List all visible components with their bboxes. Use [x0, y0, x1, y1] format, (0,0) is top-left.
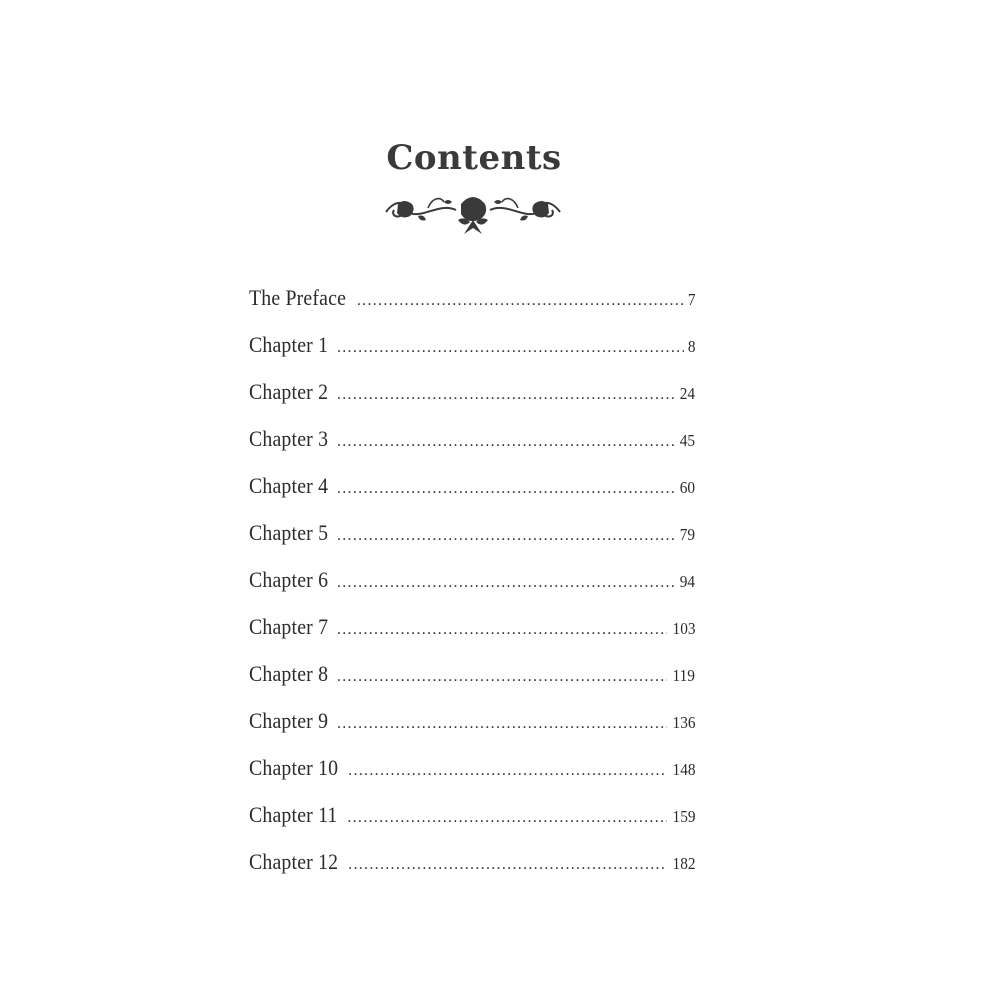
toc-entry-page: 136: [672, 713, 695, 732]
toc-entry-label: Chapter 8: [249, 661, 329, 686]
dot-leader: [347, 809, 666, 827]
toc-entry-chapter-4[interactable]: [249, 473, 695, 520]
page-title: Contents: [386, 138, 562, 178]
toc-entry-page: 24: [679, 384, 695, 403]
toc-entry-page: 148: [672, 760, 695, 779]
toc-entry-preface[interactable]: [249, 285, 695, 332]
dot-leader: [337, 715, 667, 733]
toc-entry-label: Chapter 11: [249, 802, 338, 827]
toc-entry-page: 45: [679, 431, 695, 450]
toc-entry-page: 94: [679, 572, 695, 591]
dot-leader: [337, 621, 667, 639]
dot-leader: [337, 668, 667, 686]
toc-entry-chapter-10[interactable]: [249, 755, 695, 802]
toc-entry-chapter-5[interactable]: [249, 520, 695, 567]
dot-leader: [337, 339, 684, 357]
toc-entry-page: 103: [672, 619, 695, 638]
toc-entry-chapter-2[interactable]: [249, 379, 695, 426]
dot-leader: [337, 527, 675, 545]
toc-entry-page: 7: [687, 290, 695, 309]
toc-entry-label: Chapter 1: [249, 332, 329, 357]
toc-entry-page: 182: [672, 854, 695, 873]
toc-entry-page: 60: [679, 478, 695, 497]
toc-entry-label: Chapter 2: [249, 379, 329, 404]
toc-entry-label: The Preface: [249, 285, 347, 310]
dot-leader: [357, 292, 684, 310]
toc-entry-page: 119: [672, 666, 695, 685]
toc-entry-page: 159: [672, 807, 695, 826]
toc-entry-chapter-11[interactable]: [249, 802, 695, 849]
dot-leader: [348, 762, 666, 780]
toc-entry-chapter-8[interactable]: [249, 661, 695, 708]
toc-entry-chapter-9[interactable]: [249, 708, 695, 755]
floral-divider-icon: [378, 190, 568, 240]
dot-leader: [337, 386, 675, 404]
toc-entry-label: Chapter 6: [249, 567, 329, 592]
toc-entry-page: 8: [687, 337, 695, 356]
toc-entry-chapter-12[interactable]: [249, 849, 695, 896]
toc-entry-chapter-1[interactable]: [249, 332, 695, 379]
dot-leader: [337, 480, 675, 498]
toc-entry-label: Chapter 5: [249, 520, 329, 545]
dot-leader: [348, 856, 666, 874]
toc-entry-label: Chapter 12: [249, 849, 339, 874]
dot-leader: [337, 574, 675, 592]
toc-entry-chapter-7[interactable]: [249, 614, 695, 661]
dot-leader: [337, 433, 675, 451]
toc-entry-chapter-3[interactable]: [249, 426, 695, 473]
table-of-contents: [249, 285, 695, 896]
toc-entry-page: 79: [679, 525, 695, 544]
toc-entry-label: Chapter 7: [249, 614, 329, 639]
toc-entry-label: Chapter 4: [249, 473, 329, 498]
toc-entry-chapter-6[interactable]: [249, 567, 695, 614]
toc-entry-label: Chapter 9: [249, 708, 329, 733]
toc-entry-label: Chapter 10: [249, 755, 339, 780]
toc-entry-label: Chapter 3: [249, 426, 329, 451]
